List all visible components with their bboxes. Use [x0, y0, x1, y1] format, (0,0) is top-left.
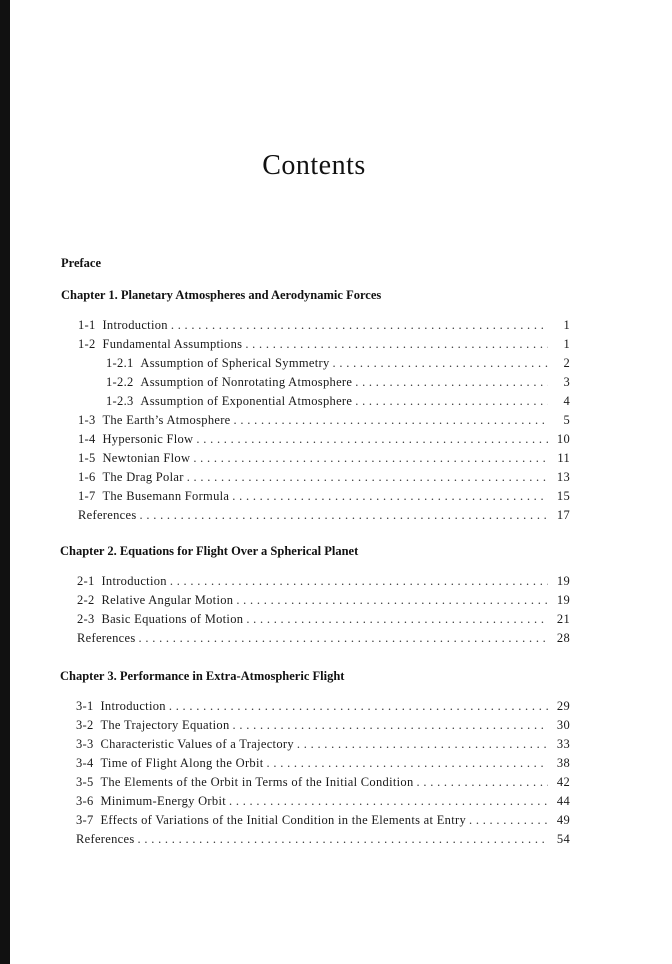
toc-entry [78, 430, 570, 448]
entry-title: Characteristic Values of a Trajectory [100, 737, 294, 751]
entry-title: Basic Equations of Motion [101, 612, 244, 626]
entry-page: 38 [556, 756, 570, 770]
entry-title: Assumption of Exponential Atmosphere [140, 394, 353, 408]
entry-number: 1-1 [78, 318, 96, 332]
entry-title: Introduction [100, 699, 166, 713]
dot-leader [187, 468, 548, 486]
dot-leader [139, 629, 548, 647]
dot-leader [355, 373, 548, 391]
entry-title: Effects of Variations of the Initial Condition in the Elements at Entry [100, 813, 466, 827]
entry-number: 2-3 [77, 612, 95, 626]
entry-title: The Busemann Formula [102, 489, 230, 503]
dot-leader [171, 316, 548, 334]
entry-title: Hypersonic Flow [102, 432, 194, 446]
toc-entry [77, 591, 570, 609]
dot-leader [229, 792, 548, 810]
toc-entry-references [76, 830, 570, 848]
dot-leader [170, 572, 548, 590]
dot-leader [138, 830, 548, 848]
entry-number: 3-1 [76, 699, 94, 713]
toc-entry [78, 411, 570, 429]
toc-entry [76, 792, 570, 810]
entry-title: References [76, 832, 135, 846]
toc-entry [106, 392, 570, 410]
page-edge-shadow [0, 0, 10, 964]
entry-page: 17 [556, 508, 570, 522]
entry-number: 2-2 [77, 593, 95, 607]
entry-number: 3-6 [76, 794, 94, 808]
entry-page: 28 [556, 631, 570, 645]
entry-number: 1-7 [78, 489, 96, 503]
entry-page: 1 [563, 337, 570, 351]
entry-number: 3-7 [76, 813, 94, 827]
entry-title: Introduction [101, 574, 167, 588]
entry-title: Relative Angular Motion [101, 593, 234, 607]
toc-entry [76, 811, 570, 829]
toc-entry [76, 697, 570, 715]
dot-leader [297, 735, 548, 753]
entry-page: 5 [563, 413, 570, 427]
toc-entry [76, 754, 570, 772]
entry-number: 3-4 [76, 756, 94, 770]
entry-page: 21 [556, 612, 570, 626]
chapter-3-heading: Chapter 3. Performance in Extra-Atmospheric Flight [60, 669, 345, 683]
entry-number: 1-5 [78, 451, 96, 465]
entry-title: The Earth’s Atmosphere [102, 413, 231, 427]
entry-number: 3-3 [76, 737, 94, 751]
dot-leader [236, 591, 548, 609]
page-title: Contents [262, 150, 366, 181]
entry-title: Introduction [102, 318, 168, 332]
preface-heading: Preface [61, 256, 102, 270]
dot-leader [355, 392, 548, 410]
entry-title: Assumption of Spherical Symmetry [140, 356, 330, 370]
toc-entry [76, 735, 570, 753]
entry-page: 30 [556, 718, 570, 732]
chapter-2-heading: Chapter 2. Equations for Flight Over a Spherical Planet [60, 544, 359, 558]
entry-title: The Drag Polar [102, 470, 184, 484]
dot-leader [232, 487, 548, 505]
entry-number: 1-2.1 [106, 356, 134, 370]
toc-entry [78, 449, 570, 467]
entry-title: References [78, 508, 137, 522]
entry-page: 54 [556, 832, 570, 846]
entry-title: References [77, 631, 136, 645]
toc-entry [78, 316, 570, 334]
entry-page: 29 [556, 699, 570, 713]
entry-title: Minimum-Energy Orbit [100, 794, 226, 808]
dot-leader [234, 411, 548, 429]
entry-page: 42 [556, 775, 570, 789]
entry-title: The Trajectory Equation [100, 718, 230, 732]
entry-title: Newtonian Flow [102, 451, 191, 465]
toc-entry-references [77, 629, 570, 647]
entry-title: Assumption of Nonrotating Atmosphere [140, 375, 353, 389]
toc-entry [76, 773, 570, 791]
entry-page: 10 [556, 432, 570, 446]
entry-number: 1-2.2 [106, 375, 134, 389]
entry-page: 13 [556, 470, 570, 484]
toc-entry [106, 354, 570, 372]
entry-page: 15 [556, 489, 570, 503]
entry-number: 3-5 [76, 775, 94, 789]
entry-number: 2-1 [77, 574, 95, 588]
toc-entry [77, 572, 570, 590]
entry-title: Time of Flight Along the Orbit [100, 756, 264, 770]
entry-page: 2 [563, 356, 570, 370]
entry-number: 1-6 [78, 470, 96, 484]
entry-page: 4 [563, 394, 570, 408]
toc-entry [78, 335, 570, 353]
dot-leader [140, 506, 548, 524]
entry-page: 49 [556, 813, 570, 827]
entry-title: Fundamental Assumptions [102, 337, 243, 351]
dot-leader [169, 697, 548, 715]
entry-page: 19 [556, 593, 570, 607]
toc-entry [78, 487, 570, 505]
dot-leader [333, 354, 548, 372]
dot-leader [267, 754, 548, 772]
toc-entry [78, 468, 570, 486]
toc-entry [76, 716, 570, 734]
entry-number: 1-2.3 [106, 394, 134, 408]
entry-page: 1 [563, 318, 570, 332]
dot-leader [245, 335, 548, 353]
entry-page: 11 [557, 451, 570, 465]
entry-number: 1-2 [78, 337, 96, 351]
entry-number: 1-3 [78, 413, 96, 427]
toc-entry [106, 373, 570, 391]
entry-page: 3 [563, 375, 570, 389]
entry-page: 33 [556, 737, 570, 751]
dot-leader [196, 430, 548, 448]
toc-entry [77, 610, 570, 628]
entry-number: 1-4 [78, 432, 96, 446]
dot-leader [469, 811, 548, 829]
entry-page: 44 [556, 794, 570, 808]
dot-leader [246, 610, 548, 628]
entry-number: 3-2 [76, 718, 94, 732]
entry-page: 19 [556, 574, 570, 588]
toc-entry-references [78, 506, 570, 524]
entry-title: The Elements of the Orbit in Terms of the Initial Condition [100, 775, 414, 789]
dot-leader [417, 773, 548, 791]
dot-leader [233, 716, 548, 734]
dot-leader [193, 449, 548, 467]
chapter-1-heading: Chapter 1. Planetary Atmospheres and Aerodynamic Forces [61, 288, 382, 302]
